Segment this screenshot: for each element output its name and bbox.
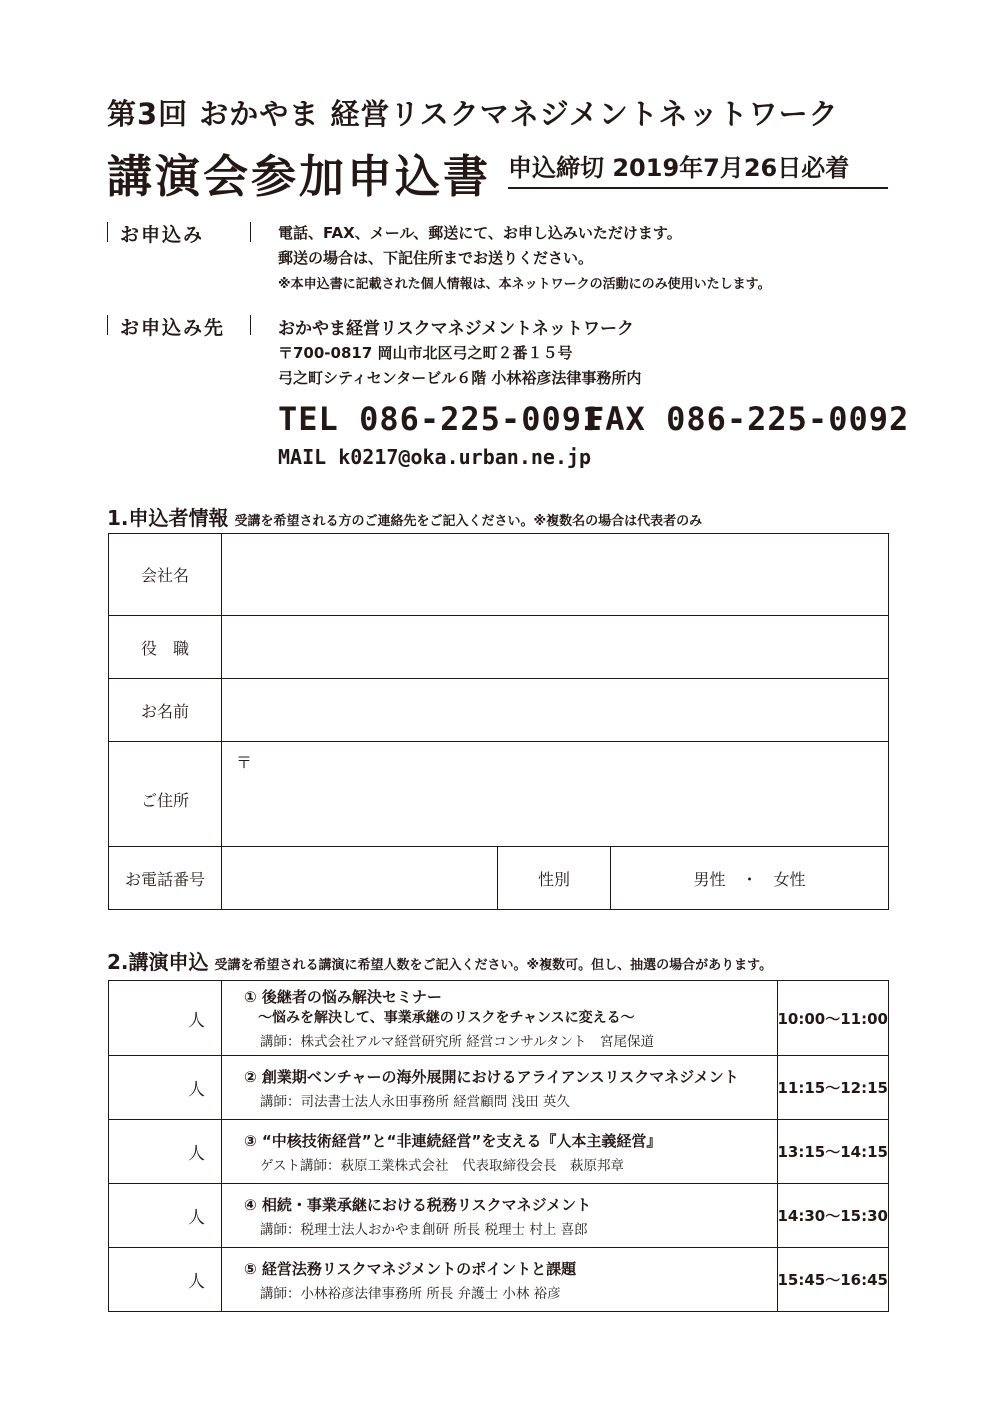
unit-label: 人 <box>188 1208 205 1228</box>
destination-org: おかやま経営リスクマネジメントネットワーク <box>278 319 634 339</box>
lecture-instructor: 講師：株式会社アルマ経営研究所 経営コンサルタント 宮尾保道 <box>260 1034 655 1050</box>
phone-field[interactable] <box>222 847 498 910</box>
lecture-time: 10:00〜11:00 <box>777 981 889 1056</box>
label-divider <box>250 222 251 242</box>
label-divider <box>250 315 251 335</box>
section1-heading <box>107 502 702 531</box>
lecture-title: ① 後継者の悩み解決セミナー <box>244 988 442 1006</box>
section2-title: 2.講演申込 <box>107 950 209 974</box>
position-label: 役 職 <box>109 616 222 679</box>
company-label: 会社名 <box>109 534 222 616</box>
fax-number: FAX 086-225-0092 <box>585 400 910 438</box>
lecture-row <box>109 1056 889 1120</box>
lecture-row <box>109 1120 889 1184</box>
tel-number: TEL 086-225-0091 <box>278 400 603 438</box>
application-label: お申込み <box>120 224 205 246</box>
name-label: お名前 <box>109 679 222 742</box>
privacy-note: ※本申込書に記載された個人情報は、本ネットワークの活動にのみ使用いたします。 <box>278 277 771 292</box>
applicant-table <box>108 533 889 910</box>
unit-label: 人 <box>188 1144 205 1164</box>
lecture-title: ② 創業期ベンチャーの海外展開におけるアライアンスリスクマネジメント <box>244 1067 739 1086</box>
destination-label: お申込み先 <box>120 317 226 339</box>
label-divider <box>107 222 108 242</box>
lecture-subtitle: 〜悩みを解決して、事業承継のリスクをチャンスに変える〜 <box>258 1010 635 1026</box>
label-divider <box>107 315 108 335</box>
section1-note: 受講を希望される方のご連絡先をご記入ください。※複数名の場合は代表者のみ <box>234 514 703 529</box>
section2-note: 受講を希望される講演に希望人数をご記入ください。※複数可。但し、抽選の場合があります。 <box>214 958 773 973</box>
lecture-title: ④ 相続・事業承継における税務リスクマネジメント <box>244 1195 592 1214</box>
application-line: 郵送の場合は、下記住所までお送りください。 <box>278 249 594 267</box>
destination-address2: 弓之町シティセンタービル６階 小林裕彦法律事務所内 <box>278 369 642 387</box>
phone-label: お電話番号 <box>109 847 222 910</box>
lecture-time: 11:15〜12:15 <box>777 1056 889 1120</box>
lecture-time: 14:30〜15:30 <box>777 1184 889 1248</box>
mail-address: MAIL k0217@oka.urban.ne.jp <box>278 445 592 469</box>
attendee-count-field[interactable] <box>109 1184 222 1248</box>
gender-label: 性別 <box>498 847 611 910</box>
unit-label: 人 <box>188 1272 205 1292</box>
attendee-count-field[interactable] <box>109 1056 222 1120</box>
page-title: 講演会参加申込書 <box>107 150 492 203</box>
attendee-count-field[interactable] <box>109 981 222 1056</box>
deadline: 申込締切 2019年7月26日必着 <box>508 148 888 189</box>
company-field[interactable] <box>222 534 889 616</box>
lecture-instructor: ゲスト講師：萩原工業株式会社 代表取締役会長 萩原邦章 <box>260 1157 624 1174</box>
title-line1: 第3回 おかやま 経営リスクマネジメントネットワーク <box>107 97 839 131</box>
lecture-row <box>109 981 889 1056</box>
lecture-time: 15:45〜16:45 <box>777 1248 889 1312</box>
attendee-count-field[interactable] <box>109 1120 222 1184</box>
unit-label: 人 <box>188 1080 205 1100</box>
lecture-instructor: 講師：税理士法人おかやま創研 所長 税理士 村上 喜郎 <box>260 1221 588 1238</box>
application-line: 電話、FAX、メール、郵送にて、お申し込みいただけます。 <box>278 224 682 242</box>
address-field[interactable] <box>222 742 889 847</box>
lecture-row <box>109 1184 889 1248</box>
gender-options[interactable]: 男性 ・ 女性 <box>611 847 889 910</box>
postal-mark: 〒 <box>236 753 253 772</box>
lecture-instructor: 講師：小林裕彦法律事務所 所長 弁護士 小林 裕彦 <box>260 1285 561 1302</box>
section1-title: 1.申込者情報 <box>107 506 229 530</box>
lecture-title: ⑤ 経営法務リスクマネジメントのポイントと課題 <box>244 1259 577 1278</box>
unit-label: 人 <box>188 1010 205 1031</box>
lecture-title: ③ “中核技術経営”と“非連続経営”を支える『人本主義経営』 <box>244 1131 662 1150</box>
destination-address1: 〒700-0817 岡山市北区弓之町２番１５号 <box>278 344 573 362</box>
lecture-time: 13:15〜14:15 <box>777 1120 889 1184</box>
lecture-row <box>109 1248 889 1312</box>
attendee-count-field[interactable] <box>109 1248 222 1312</box>
position-field[interactable] <box>222 616 889 679</box>
lecture-instructor: 講師：司法書士法人永田事務所 経営顧問 浅田 英久 <box>260 1093 570 1110</box>
section2-heading <box>107 946 772 975</box>
lecture-table <box>108 980 889 1312</box>
name-field[interactable] <box>222 679 889 742</box>
address-label: ご住所 <box>109 742 222 847</box>
